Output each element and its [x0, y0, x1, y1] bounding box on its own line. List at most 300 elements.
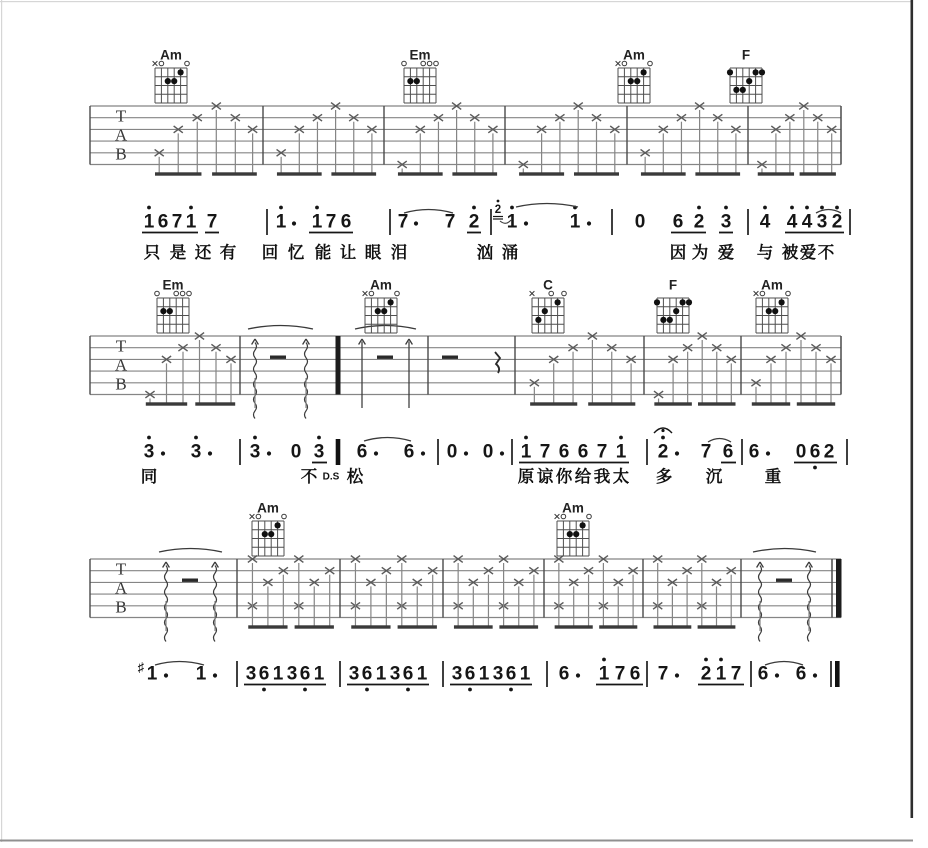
- augmentation-dot: [775, 673, 779, 677]
- octave-dot-high: [724, 206, 728, 210]
- half-rest-dash: [377, 356, 393, 359]
- tab-letter: A: [114, 125, 128, 145]
- open-string-marker: [282, 514, 287, 519]
- chord-diagram: [363, 278, 400, 334]
- jianpu-digit: 6: [629, 663, 641, 685]
- chord-label: Am: [257, 500, 279, 516]
- finger-dot: [407, 78, 413, 84]
- beam: [277, 172, 322, 175]
- octave-dot-high: [602, 658, 606, 662]
- jianpu-digit: 7: [539, 441, 551, 463]
- octave-dot-high: [524, 436, 528, 440]
- tab-letter: A: [114, 355, 128, 375]
- beam: [398, 625, 437, 628]
- lyric-char: 只: [143, 244, 161, 262]
- jianpu-digit: 0: [482, 441, 494, 463]
- jianpu-digit: 6: [757, 663, 769, 685]
- jianpu-digit: 6: [505, 663, 517, 685]
- half-rest-dash: [182, 579, 198, 582]
- jianpu-digit: 6: [577, 441, 589, 463]
- octave-dot-high: [317, 436, 321, 440]
- jianpu-digit: 6: [403, 441, 415, 463]
- octave-dot-high: [253, 436, 257, 440]
- chord-diagram: [155, 278, 192, 334]
- chord-diagram: [616, 48, 653, 104]
- jianpu-digit: 1: [195, 663, 207, 685]
- augmentation-dot: [813, 673, 817, 677]
- open-string-marker: [155, 291, 160, 296]
- open-string-marker: [562, 291, 567, 296]
- finger-dot: [634, 78, 640, 84]
- finger-dot: [628, 78, 634, 84]
- octave-dot-high: [147, 206, 151, 210]
- jianpu-digit: 1: [313, 663, 325, 685]
- beam: [758, 172, 794, 175]
- jianpu-digit: 4: [801, 211, 813, 233]
- jianpu-digit: 1: [506, 211, 518, 233]
- jianpu-digit: 1: [478, 663, 490, 685]
- finger-dot: [727, 69, 733, 75]
- lyric-char: 与: [756, 244, 774, 262]
- jianpu-digit: 6: [672, 211, 684, 233]
- jianpu-line: [138, 658, 840, 692]
- finger-dot: [375, 308, 381, 314]
- beam: [800, 172, 836, 175]
- finger-dot: [167, 308, 173, 314]
- augmentation-dot: [414, 221, 418, 225]
- lyric-char: 是: [169, 244, 187, 262]
- finger-dot: [641, 69, 647, 75]
- jianpu-digit: 4: [786, 211, 798, 233]
- augmentation-dot: [675, 451, 679, 455]
- finger-dot: [740, 87, 746, 93]
- jianpu-digit: 7: [657, 663, 669, 685]
- jianpu-digit: 3: [348, 663, 360, 685]
- jianpu-digit: 1: [615, 441, 627, 463]
- jianpu-digit: 1: [143, 211, 155, 233]
- finger-dot: [573, 531, 579, 537]
- lyric-char: 太: [612, 468, 630, 486]
- sharp-sign: ♯: [137, 659, 145, 675]
- jianpu-digit: 6: [361, 663, 373, 685]
- beam: [398, 172, 443, 175]
- chord-label: Em: [409, 47, 431, 63]
- octave-dot-high: [510, 206, 514, 210]
- chord-label: Am: [160, 47, 182, 63]
- jianpu-digit: 2: [657, 441, 669, 463]
- jianpu-digit: 3: [492, 663, 504, 685]
- jianpu-digit: 3: [720, 211, 732, 233]
- chord-label: Am: [623, 47, 645, 63]
- strum-arrowhead: [757, 562, 760, 568]
- lyric-char: 你: [555, 468, 573, 486]
- beam: [530, 402, 577, 405]
- finger-dot: [535, 317, 541, 323]
- finger-dot: [680, 299, 686, 305]
- final-barline: [836, 559, 842, 618]
- augmentation-dot: [164, 673, 168, 677]
- beam: [797, 402, 835, 405]
- augmentation-dot: [374, 451, 378, 455]
- octave-dot-high: [719, 658, 723, 662]
- beam: [555, 625, 593, 628]
- tab-letter: B: [115, 374, 127, 394]
- chord-label: Am: [370, 277, 392, 293]
- lyric-char: 涌: [501, 244, 519, 262]
- jianpu-digit: 6: [464, 663, 476, 685]
- beam: [351, 625, 390, 628]
- octave-dot-low: [262, 688, 266, 692]
- octave-dot-high: [790, 206, 794, 210]
- open-string-marker: [185, 61, 190, 66]
- measure: [248, 326, 313, 419]
- jianpu-digit: 2: [700, 663, 712, 685]
- jianpu-digit: 0: [446, 441, 458, 463]
- jianpu-digit: 6: [402, 663, 414, 685]
- chord-label: Am: [562, 500, 584, 516]
- open-string-marker: [587, 514, 592, 519]
- lyric-char: 多: [655, 468, 673, 486]
- jianpu-digit: 0: [634, 211, 646, 233]
- beam: [146, 402, 187, 405]
- jianpu-digit: 2: [468, 211, 480, 233]
- beam: [698, 402, 736, 405]
- slur-arc: [159, 549, 222, 553]
- jianpu-digit: 7: [614, 663, 626, 685]
- jianpu-digit: 7: [444, 211, 456, 233]
- strum-arrowhead: [303, 339, 306, 345]
- chord-label: C: [543, 277, 553, 293]
- tab-letter: A: [114, 578, 128, 598]
- strum-arrowhead: [212, 562, 215, 568]
- chord-label: F: [741, 47, 751, 63]
- finger-dot: [268, 531, 274, 537]
- jianpu-digit: 7: [700, 441, 712, 463]
- jianpu-digit: 3: [389, 663, 401, 685]
- jianpu-digit: 6: [795, 663, 807, 685]
- finger-dot: [567, 531, 573, 537]
- lyric-char: 还: [194, 244, 212, 262]
- strum-arrowhead: [806, 562, 809, 568]
- jianpu-digit: 1: [520, 441, 532, 463]
- finger-dot: [733, 87, 739, 93]
- page-edge-top: [0, 1, 913, 2]
- jianpu-digit: 7: [730, 663, 742, 685]
- beam: [654, 402, 692, 405]
- finger-dot: [759, 69, 765, 75]
- augmentation-dot: [587, 221, 591, 225]
- augmentation-dot: [292, 221, 296, 225]
- chord-diagram: [754, 278, 791, 334]
- slur-arc: [516, 204, 578, 208]
- jianpu-digit: 6: [299, 663, 311, 685]
- jianpu-digit: 4: [759, 211, 771, 233]
- augmentation-dot: [213, 673, 217, 677]
- jianpu-digit: 6: [340, 211, 352, 233]
- beam: [499, 625, 538, 628]
- octave-dot-low: [509, 688, 513, 692]
- jianpu-digit: 7: [325, 211, 337, 233]
- lyric-char: 为: [691, 244, 709, 262]
- jianpu-digit: 3: [286, 663, 298, 685]
- jianpu-digit: 0: [290, 441, 302, 463]
- finger-dot: [779, 299, 785, 305]
- ds-marking: D.S: [322, 471, 340, 483]
- octave-dot-high: [315, 206, 319, 210]
- jianpu-digit: 7: [397, 211, 409, 233]
- lyric-char: 重: [764, 468, 782, 486]
- augmentation-dot: [464, 451, 468, 455]
- jianpu-line: [142, 200, 850, 262]
- jianpu-digit: 0: [795, 441, 807, 463]
- lyric-char: 不: [300, 468, 318, 486]
- lyric-char: 回: [261, 244, 279, 262]
- lyric-char: 同: [140, 468, 158, 486]
- jianpu-digit: 2: [831, 211, 843, 233]
- jianpu-digit: 1: [275, 211, 287, 233]
- jianpu-digit: 6: [748, 441, 760, 463]
- finger-dot: [160, 308, 166, 314]
- jianpu-digit: 1: [185, 211, 197, 233]
- octave-dot-high: [147, 436, 151, 440]
- beam: [695, 172, 740, 175]
- chord-diagram: [153, 48, 190, 104]
- tab-system: [90, 103, 841, 176]
- octave-dot-high: [279, 206, 283, 210]
- octave-dot-high: [704, 658, 708, 662]
- tab-letter: T: [115, 559, 127, 579]
- finger-dot: [686, 299, 692, 305]
- octave-dot-high: [805, 206, 809, 210]
- lyric-char: 沉: [705, 468, 723, 486]
- beam: [248, 625, 287, 628]
- octave-dot-high: [472, 206, 476, 210]
- jianpu-digit: 3: [190, 441, 202, 463]
- jianpu-digit: 6: [157, 211, 169, 233]
- augmentation-dot: [161, 451, 165, 455]
- beam: [212, 172, 257, 175]
- finger-dot: [388, 299, 394, 305]
- tab-system: [90, 326, 841, 419]
- jianpu-digit: 7: [171, 211, 183, 233]
- finger-dot: [580, 522, 586, 528]
- open-string-marker: [187, 291, 192, 296]
- finger-dot: [165, 78, 171, 84]
- chord-diagram: [727, 48, 765, 104]
- tab-letter: T: [115, 106, 127, 126]
- octave-dot-low: [406, 688, 410, 692]
- jianpu-digit: 6: [258, 663, 270, 685]
- slur-arc: [248, 326, 313, 330]
- octave-dot-high: [189, 206, 193, 210]
- lyric-char: 有: [219, 244, 237, 262]
- jianpu-digit: 6: [558, 441, 570, 463]
- jianpu-digit: 7: [596, 441, 608, 463]
- measure: [159, 549, 222, 642]
- lyric-char: 松: [346, 468, 364, 486]
- augmentation-dot: [524, 221, 528, 225]
- jianpu-digit: 3: [816, 211, 828, 233]
- beam: [588, 402, 635, 405]
- augmentation-dot: [675, 673, 679, 677]
- finger-dot: [275, 522, 281, 528]
- half-rest-dash: [442, 356, 458, 359]
- lyric-char: 眼: [364, 244, 382, 262]
- octave-dot-high: [697, 206, 701, 210]
- strum-arrowhead: [252, 339, 255, 345]
- measure: [442, 352, 500, 373]
- beam: [331, 172, 376, 175]
- lyric-char: 汹: [476, 244, 494, 262]
- jianpu-thick-barline: [336, 439, 341, 465]
- tab-system: [90, 549, 842, 642]
- augmentation-dot: [208, 451, 212, 455]
- jianpu-line: [141, 428, 847, 486]
- jianpu-digit: 1: [598, 663, 610, 685]
- finger-dot: [753, 69, 759, 75]
- jianpu-digit: 2: [823, 441, 835, 463]
- octave-dot-high: [835, 206, 839, 210]
- beam: [195, 402, 235, 405]
- jianpu-digit: 1: [146, 663, 158, 685]
- open-string-marker: [786, 291, 791, 296]
- jianpu-digit: 3: [451, 663, 463, 685]
- strum-arrowhead: [163, 562, 166, 568]
- finger-dot: [262, 531, 268, 537]
- jianpu-digit: 1: [519, 663, 531, 685]
- octave-dot-low: [813, 466, 817, 470]
- finger-dot: [772, 308, 778, 314]
- jianpu-digit: 6: [558, 663, 570, 685]
- beam: [641, 172, 686, 175]
- octave-dot-low: [303, 688, 307, 692]
- chord-diagram: [250, 501, 287, 557]
- slur-arc: [355, 326, 416, 330]
- tab-letter: T: [115, 336, 127, 356]
- slur-arc: [753, 549, 816, 553]
- finger-dot: [660, 317, 666, 323]
- beam: [519, 172, 564, 175]
- tab-letter: B: [115, 597, 127, 617]
- page-edge-bottom: [0, 840, 913, 842]
- finger-dot: [766, 308, 772, 314]
- lyric-char: 被: [781, 244, 799, 262]
- beam: [654, 625, 692, 628]
- lyric-char: 谅: [536, 468, 554, 486]
- measure: [355, 326, 416, 409]
- jianpu-digit: 7: [206, 211, 218, 233]
- half-rest-dash: [776, 579, 792, 582]
- grace-digit: 2: [494, 204, 502, 216]
- chord-diagram: [654, 278, 692, 334]
- beam: [574, 172, 619, 175]
- chord-label: Am: [761, 277, 783, 293]
- beam: [155, 172, 201, 175]
- octave-dot-high: [763, 206, 767, 210]
- lyric-char: 不: [817, 244, 835, 262]
- jianpu-digit: 6: [722, 441, 734, 463]
- finger-dot: [555, 299, 561, 305]
- jianpu-digit: 2: [693, 211, 705, 233]
- segno-thick-barline: [336, 336, 341, 395]
- augmentation-dot: [766, 451, 770, 455]
- beam: [452, 172, 497, 175]
- beam: [295, 625, 334, 628]
- chord-diagram: [402, 48, 439, 104]
- beam: [599, 625, 637, 628]
- open-string-marker: [434, 61, 439, 66]
- octave-dot-high: [194, 436, 198, 440]
- lyric-char: 因: [669, 244, 687, 262]
- lyric-char: 原: [517, 468, 535, 486]
- page-edge-left: [1, 0, 2, 842]
- jianpu-digit: 1: [311, 211, 323, 233]
- chord-label: F: [668, 277, 678, 293]
- octave-dot-high: [619, 436, 623, 440]
- lyric-char: 让: [339, 244, 357, 262]
- open-string-marker: [395, 291, 400, 296]
- finger-dot: [673, 308, 679, 314]
- half-rest-dash: [270, 356, 286, 359]
- jianpu-digit: 6: [809, 441, 821, 463]
- beam: [698, 625, 736, 628]
- finger-dot: [178, 69, 184, 75]
- jianpu-digit: 3: [249, 441, 261, 463]
- finger-dot: [381, 308, 387, 314]
- open-string-marker: [648, 61, 653, 66]
- jianpu-digit: 3: [143, 441, 155, 463]
- finger-dot: [414, 78, 420, 84]
- finger-dot: [667, 317, 673, 323]
- lyric-char: 泪: [390, 244, 408, 262]
- chord-diagram: [555, 501, 592, 557]
- octave-dot-low: [365, 688, 369, 692]
- measure: [753, 549, 816, 642]
- augmentation-dot: [267, 451, 271, 455]
- chord-diagram: [530, 278, 567, 334]
- augmentation-dot: [421, 451, 425, 455]
- page-edge-right: [911, 0, 914, 818]
- chord-label: Em: [162, 277, 184, 293]
- octave-dot-high: [661, 436, 665, 440]
- finger-dot: [654, 299, 660, 305]
- augmentation-dot: [500, 451, 504, 455]
- lyric-char: 给: [574, 468, 592, 486]
- lyric-char: 能: [314, 244, 332, 262]
- jianpu-digit: 1: [272, 663, 284, 685]
- open-string-marker: [402, 61, 407, 66]
- jianpu-digit: 3: [245, 663, 257, 685]
- slur-arc: [364, 438, 411, 442]
- lyric-char: 忆: [287, 244, 305, 262]
- quarter-rest: [495, 352, 500, 373]
- tab-letter: B: [115, 144, 127, 164]
- augmentation-dot: [576, 673, 580, 677]
- jianpu-digit: 3: [313, 441, 325, 463]
- beam: [752, 402, 790, 405]
- beam: [454, 625, 493, 628]
- octave-dot-low: [468, 688, 472, 692]
- finger-dot: [171, 78, 177, 84]
- jianpu-digit: 1: [715, 663, 727, 685]
- octave-dot-high: [820, 206, 824, 210]
- lyric-char: 爱: [717, 244, 735, 262]
- lyric-char: 我: [593, 468, 611, 486]
- jianpu-digit: 1: [416, 663, 428, 685]
- jianpu-digit: 6: [356, 441, 368, 463]
- jianpu-digit: 1: [569, 211, 581, 233]
- finger-dot: [746, 78, 752, 84]
